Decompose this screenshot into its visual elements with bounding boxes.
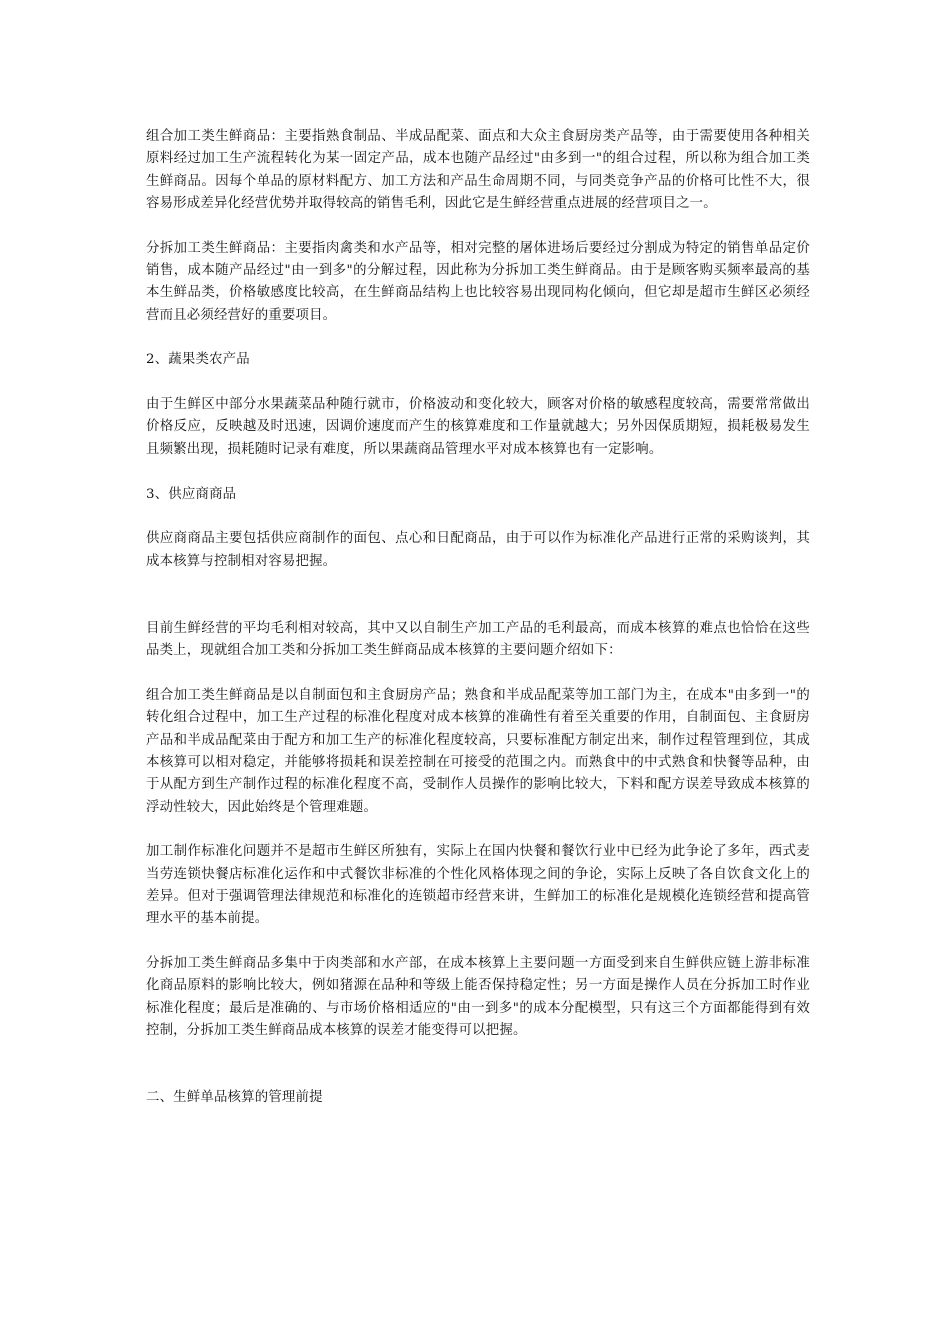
paragraph-fruit-vegetable: 由于生鲜区中部分水果蔬菜品种随行就市，价格波动和变化较大，顾客对价格的敏感程度较高，需要常常做出价格反应，反映越及时迅速，因调价速度而产生的核算难度和工作量就越大；另外因保质期短，损耗极易发生且频繁出现，损耗随时记录有难度，所以果蔬商品管理水平对成本核算也有一定影响。 — [146, 397, 810, 457]
paragraph-spacer — [146, 663, 810, 686]
paragraph-standardization: 加工制作标准化问题并不是超市生鲜区所独有，实际上在国内快餐和餐饮行业中已经为此争论了多年，西式麦当劳连锁快餐店标准化运作和中式餐饮非标准的个性化风格体现之间的争论，实际上反映了各自饮食文化上的差异。但对于强调管理法律规范和标准化的连锁超市经营来讲，生鲜加工的标准化是规模化连锁经营和提高管理水平的基本前提。 — [146, 844, 810, 927]
heading-management-premise: 二、生鲜单品核算的管理前提 — [146, 1090, 323, 1106]
paragraph-combined-issues: 组合加工类生鲜商品是以自制面包和主食厨房产品；熟食和半成品配菜等加工部门为主，在成本"由多到一"的转化组合过程中，加工生产过程的标准化程度对成本核算的准确性有着至关重要的作用，自制面包、主食厨房产品和半成品配菜由于配方和加工生产的标准化程度较高，只要标准配方制定出来，制作过程管理到位，其成本核算可以相对稳定，并能够将损耗和误差控制在可接受的范围之内。而熟食中的中式熟食和快餐等品种，由于从配方到生产制作过程的标准化程度不高，受制作人员操作的影响比较大，下料和配方误差导致成本核算的浮动性较大，因此始终是个管理难题。 — [146, 688, 810, 815]
paragraph-spacer — [146, 931, 810, 954]
paragraph-spacer — [146, 506, 810, 529]
heading-fruit-vegetable: 2、蔬果类农产品 — [146, 352, 250, 368]
paragraph-combined-processing: 组合加工类生鲜商品：主要指熟食制品、半成品配菜、面点和大众主食厨房类产品等，由于需要使用各种相关原料经过加工生产流程转化为某一固定产品，成本也随产品经过"由多到一"的组合过程，所以称为组合加工类生鲜商品。因每个单品的原材料配方、加工方法和产品生命周期不同，与同类竞争产品的价格可比性不大，很容易形成差异化经营优势并取得较高的销售毛利，因此它是生鲜经营重点进展的经营项目之一。 — [146, 129, 810, 211]
paragraph-gross-margin: 目前生鲜经营的平均毛利相对较高，其中又以自制生产加工产品的毛利最高，而成本核算的难点也恰恰在这些品类上，现就组合加工类和分拆加工类生鲜商品成本核算的主要问题介绍如下： — [146, 620, 810, 659]
paragraph-supplier-goods: 供应商商品主要包括供应商制作的面包、点心和日配商品，由于可以作为标准化产品进行正常的采购谈判，其成本核算与控制相对容易把握。 — [146, 531, 810, 569]
document-body — [146, 126, 810, 1110]
paragraph-split-issues: 分拆加工类生鲜商品多集中于肉类部和水产部，在成本核算上主要问题一方面受到来自生鲜供应链上游非标准化商品原料的影响比较大，例如猪源在品种和等级上能否保持稳定性；另一方面是操作人员在分拆加工时作业标准化程度；最后是准确的、与市场价格相适应的"由一到多"的成本分配模型，只有这三个方面都能得到有效控制，分拆加工类生鲜商品成本核算的误差才能变得可以把握。 — [146, 956, 810, 1038]
heading-supplier-goods: 3、供应商商品 — [146, 486, 237, 502]
paragraph-spacer — [146, 372, 810, 395]
paragraph-spacer — [146, 573, 810, 618]
paragraph-spacer — [146, 819, 810, 842]
paragraph-split-processing: 分拆加工类生鲜商品：主要指肉禽类和水产品等，相对完整的屠体进场后要经过分割成为特定的销售单品定价销售，成本随产品经过"由一到多"的分解过程，因此称为分拆加工类生鲜商品。由于是顾客购买频率最高的基本生鲜品类，价格敏感度比较高，在生鲜商品结构上也比较容易出现同构化倾向，但它却是超市生鲜区必须经营而且必须经营好的重要项目。 — [146, 240, 810, 323]
paragraph-spacer — [146, 461, 810, 484]
paragraph-spacer — [146, 215, 810, 238]
paragraph-spacer — [146, 327, 810, 350]
paragraph-spacer — [146, 1042, 810, 1087]
